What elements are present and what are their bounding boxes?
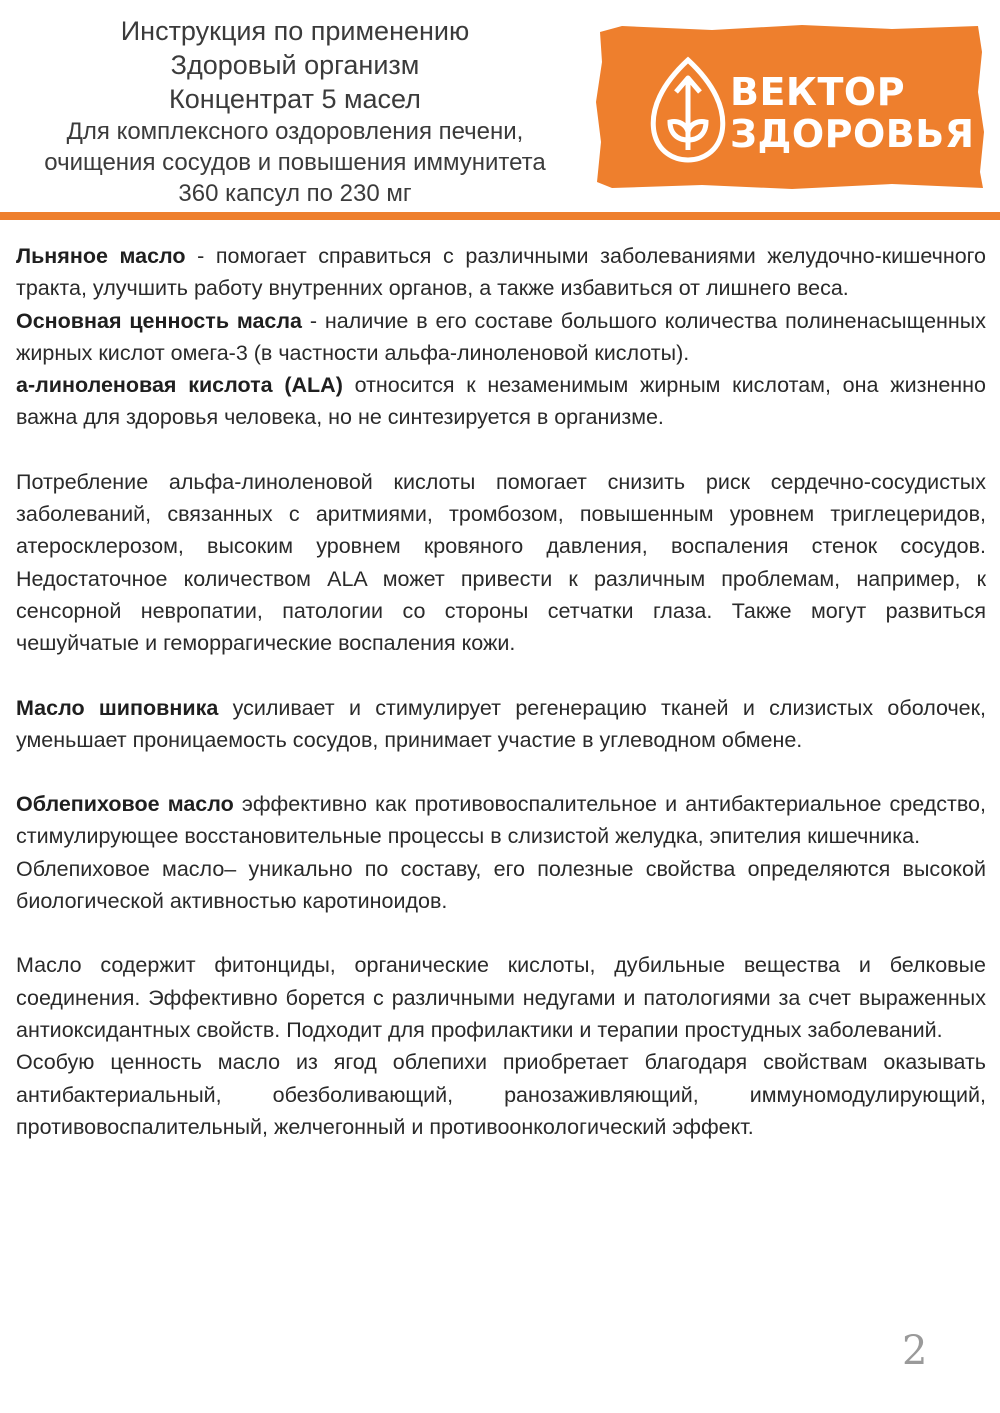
term-flax-oil: Льняное масло	[16, 244, 186, 268]
paragraph-special-value	[16, 1046, 986, 1143]
paragraph-oil-contents	[16, 949, 986, 1046]
brand-logo	[592, 22, 987, 192]
product-name: Здоровый организм	[170, 50, 420, 80]
paragraph-gap	[16, 917, 986, 949]
header-title-block	[0, 14, 590, 209]
package-info: 360 капсул по 230 мг	[178, 180, 412, 207]
paragraph-gap	[16, 660, 986, 692]
paragraph-flax-oil	[16, 240, 986, 305]
term-ala: a-линоленовая кислота (ALA)	[16, 373, 343, 398]
term-rosehip-oil: Масло шиповника	[16, 695, 219, 720]
page-number: 2	[902, 1328, 928, 1374]
paragraph-sea-buckthorn-unique	[16, 853, 986, 918]
header-divider	[0, 212, 1000, 220]
document-header	[0, 0, 1000, 222]
paragraph-ala	[16, 369, 986, 434]
paragraph-sea-buckthorn-oil	[16, 788, 986, 853]
text-oil-contents: Масло содержит фитонциды, органические кислоты, дубильные вещества и белковые соединения. Эффективно борется с различными недугами и патологиями за счет выраженных антиоксидантных свойств. Подходит для профилактики и терапии простудных заболеваний.	[16, 953, 986, 1042]
term-oil-value: Основная ценность масла	[16, 308, 303, 333]
paragraph-oil-value	[16, 305, 986, 370]
text-ala: относится к незаменимым жирным кислотам, она жизненно важна для здоровья человека, но не синтезируется в организме.	[16, 373, 986, 430]
paragraph-rosehip-oil	[16, 692, 986, 757]
leaf-arrow-icon	[640, 54, 736, 164]
paragraph-gap	[16, 756, 986, 788]
document-body	[16, 240, 986, 1143]
text-flax-oil: - помогает справиться с различными заболеваниями желудочно-кишечного тракта, улучшить работу внутренних органов, а также избавиться от лишнего веса.	[16, 244, 986, 301]
purpose-line-2: очищения сосудов и повышения иммунитета	[44, 149, 546, 176]
paragraph-gap	[16, 434, 986, 466]
text-ala-consumption: Потребление альфа-линоленовой кислоты помогает снизить риск сердечно-сосудистых заболеваний, связанных с аритмиями, тромбозом, повышенным уровнем триглецеридов, атеросклерозом, высоким уровнем кровяного давления, воспаления стенок сосудов. Недостаточное количеством ALA может привести к различным проблемам, например, к сенсорной невропатии, патологии со стороны сетчатки глаза. Также могут развиться чешуйчатые и геморрагические воспаления кожи.	[16, 469, 986, 656]
text-rosehip-oil: усиливает и стимулирует регенерацию тканей и слизистых оболочек, уменьшает проницаемость сосудов, принимает участие в углеводном обмене.	[16, 695, 986, 752]
text-special-value: Особую ценность масло из ягод облепихи приобретает благодаря свойствам оказывать антибактериальный, обезболивающий, ранозаживляющий, иммуномодулирующий, противовоспалительный, желчегонный и противоонкологический эффект.	[16, 1050, 986, 1139]
header-title: Инструкция по применению	[120, 16, 470, 46]
logo-word-vektor: ВЕКТОР	[730, 70, 906, 114]
text-sea-buckthorn-oil: эффективно как противовоспалительное и антибактериальное средство, стимулирующее восстановительные процессы в слизистой желудка, эпителия кишечника.	[16, 792, 986, 849]
product-subtitle: Концентрат 5 масел	[169, 84, 421, 114]
text-sea-buckthorn-unique: Облепиховое масло– уникально по составу, его полезные свойства определяются высокой биологической активностью каротиноидов.	[16, 856, 986, 914]
purpose-line-1: Для комплексного оздоровления печени,	[66, 118, 524, 145]
logo-word-zdorovya: ЗДОРОВЬЯ	[730, 112, 975, 156]
text-oil-value: - наличие в его составе большого количества полиненасыщенных жирных кислот омега-3 (в частности альфа-линоленовой кислоты).	[16, 308, 986, 365]
term-sea-buckthorn-oil: Облепиховое масло	[16, 792, 234, 817]
paragraph-ala-consumption	[16, 466, 986, 660]
